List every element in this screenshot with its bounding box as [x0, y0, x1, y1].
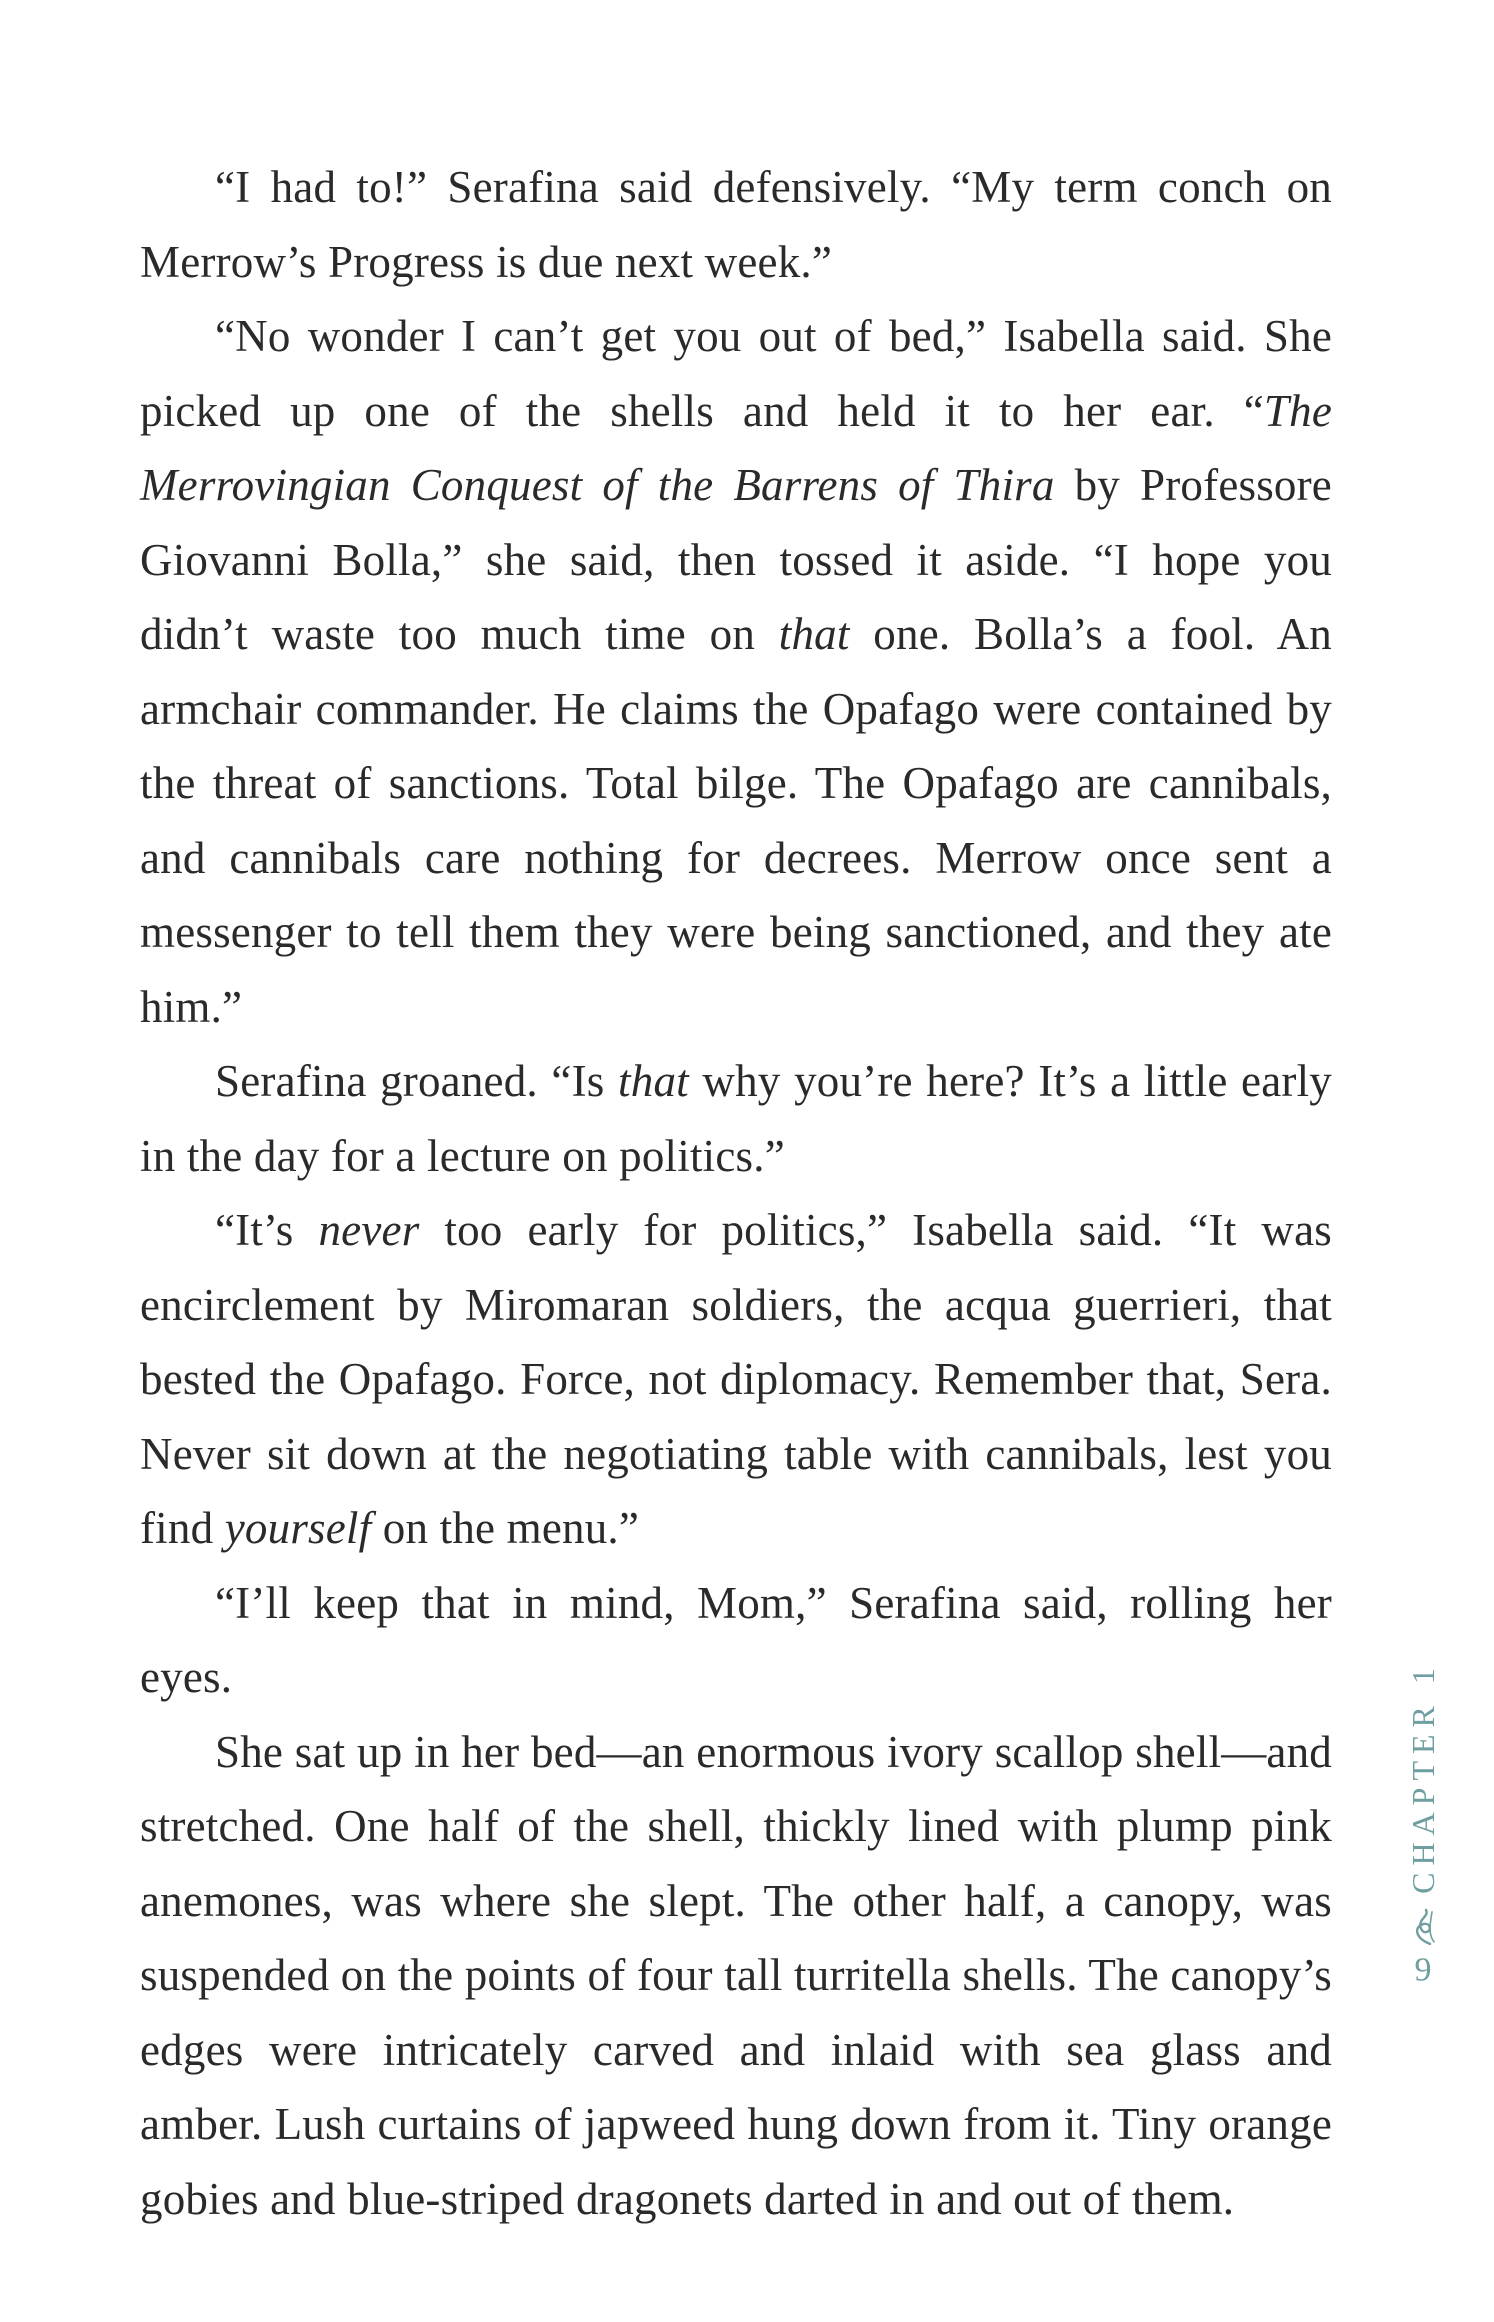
paragraph — [140, 1193, 1332, 1566]
paragraph — [140, 1566, 1332, 1715]
text-run: “I’ll keep that in mind, Mom,” Serafina said, rolling her eyes. — [140, 1577, 1332, 1702]
text-run: “I had to!” Serafina said defensively. “My term conch on Merrow’s Progress is due next week.” — [140, 162, 1332, 287]
text-run: “It’s — [215, 1205, 319, 1255]
text-run: too early for politics,” Isabella said. “It was encirclement by Miromaran soldiers, the acqua guerrieri, that bested the Opafago. Force, not diplomacy. Remember that, Sera. Never sit down at the negotiating table with cannibals, lest you find — [140, 1205, 1332, 1553]
paragraph — [140, 1715, 1332, 2237]
text-run: by Professore Giovanni Bolla,” she said, then tossed it aside. “I hope you didn’t waste too much time on — [140, 460, 1332, 659]
paragraph — [140, 299, 1332, 1044]
chapter-label: CHAPTER 1 — [1404, 1661, 1441, 1894]
footer-line — [1404, 1661, 1442, 1989]
italic-text: yourself — [224, 1503, 372, 1553]
body-text — [140, 150, 1332, 2236]
paragraph — [140, 150, 1332, 299]
text-run: one. Bolla’s a fool. An armchair commander. He claims the Opafago were contained by the threat of sanctions. Total bilge. The Opafago are cannibals, and cannibals care nothing for decrees. Merrow once sent a messenger to tell them they were being sanctioned, and they ate him.” — [140, 609, 1332, 1032]
page-number: 9 — [1414, 1951, 1432, 1989]
text-run: She sat up in her bed—an enormous ivory scallop shell—and stretched. One half of the shell, thickly lined with plump pink anemones, was where she slept. The other half, a canopy, was suspended on the points of four tall turritella shells. The canopy’s edges were intricately carved and inlaid with sea glass and amber. Lush curtains of japweed hung down from it. Tiny orange gobies and blue-striped dragonets darted in and out of them. — [140, 1726, 1332, 2224]
italic-text: that — [778, 609, 850, 659]
text-run: on the menu.” — [371, 1503, 640, 1553]
paragraph — [140, 1044, 1332, 1193]
italic-text: The Merrovingian Conquest of the Barrens of Thira — [140, 385, 1332, 510]
text-run: Serafina groaned. “Is — [215, 1056, 619, 1106]
text-run: “No wonder I can’t get you out of bed,” Isabella said. She picked up one of the shells and held it to her ear. “ — [140, 311, 1332, 436]
italic-text: never — [318, 1205, 420, 1255]
text-run: why you’re here? It’s a little early in the day for a lecture on politics.” — [140, 1056, 1332, 1181]
running-footer — [1378, 1630, 1468, 2010]
wave-swirl-icon — [1408, 1908, 1438, 1948]
italic-text: that — [618, 1056, 689, 1106]
